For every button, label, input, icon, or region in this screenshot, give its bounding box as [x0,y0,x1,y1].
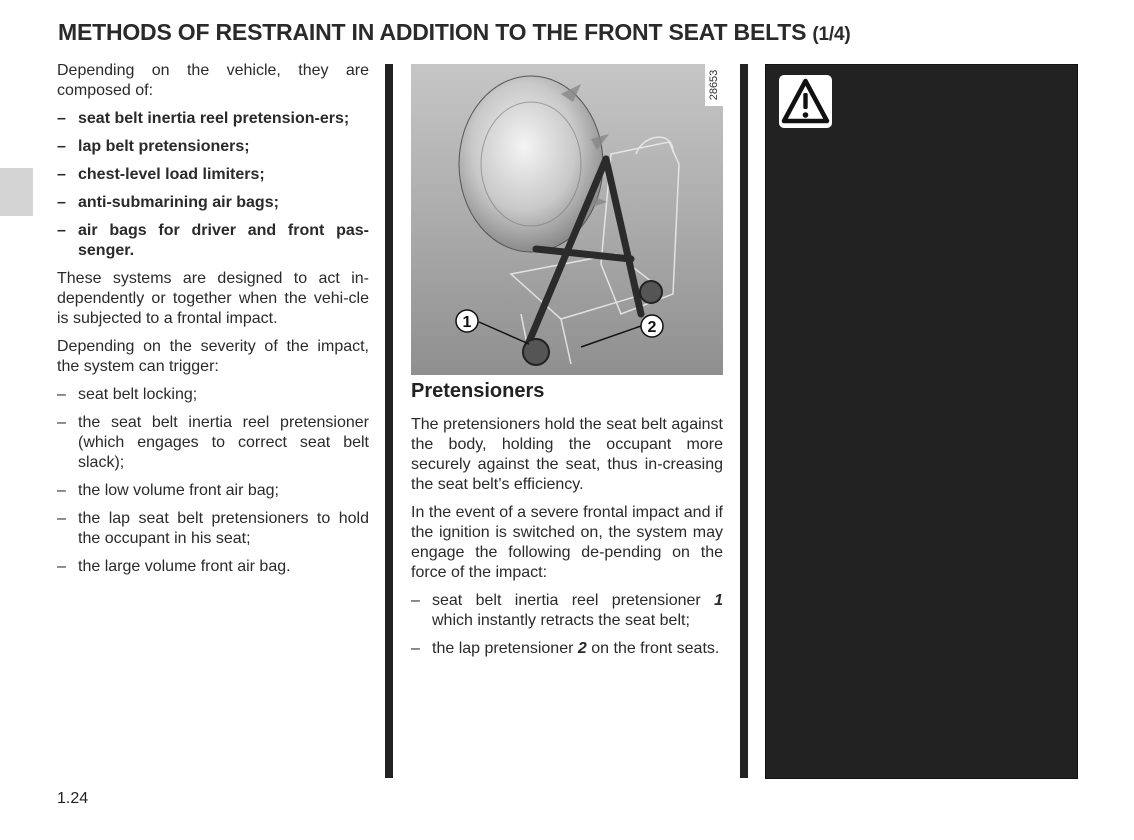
warning-panel [765,64,1078,779]
trigger-item: – the lap seat belt pretensioners to hold the occupant in his seat; [57,509,369,549]
pretensioner-item-2: – the lap pretensioner 2 on the front seats. [411,639,723,659]
lap-retractor [640,281,662,303]
column-divider-left [385,64,393,778]
components-list [57,109,369,261]
warning-triangle-icon [779,75,832,128]
trigger-item: – seat belt locking; [57,385,369,405]
component-item: – air bags for driver and front pas-senger. [57,221,369,261]
seat-airbag-pretensioner-illustration [411,64,723,375]
engagement-paragraph: In the event of a severe frontal impact and if the ignition is switched on, the system may engage the following de-pending on the force of the impact: [411,504,723,581]
triggers-list [57,385,369,577]
figure-reference [705,64,723,106]
page-number: 1.24 [57,790,89,807]
component-item: – chest-level load limiters; [57,165,369,185]
component-item: – seat belt inertia reel pretension-ers; [57,109,369,129]
section-heading: Pretensioners [411,380,545,402]
trigger-item: – the large volume front air bag. [57,557,369,577]
component-item: – lap belt pretensioners; [57,137,369,157]
systems-paragraph: These systems are designed to act in-dependently or together when the vehi-cle is subjected to a frontal impact. [57,270,369,327]
pretensioner-item-1: – seat belt inertia reel pretensioner 1 which instantly retracts the seat belt; [411,591,723,631]
title-part: (1/4) [812,24,851,45]
pretensioner-list [411,591,723,659]
intro-paragraph: Depending on the vehicle, they are composed of: [57,62,369,99]
callout-1-label: 1 [462,314,472,331]
left-column [57,61,369,585]
component-item: – anti-submarining air bags; [57,193,369,213]
figure-reference-number: 28653 [708,69,720,101]
page-title [58,19,851,46]
callout-ref-1: 1 [714,592,723,609]
callout-2-label: 2 [647,319,657,336]
severity-paragraph: Depending on the severity of the impact, the system can trigger: [57,338,369,375]
middle-column [411,376,723,667]
callout-ref-2: 2 [577,640,587,657]
column-divider-right [740,64,748,778]
trigger-item: – the seat belt inertia reel pretensioner (which engages to correct seat belt slack); [57,413,369,473]
illustration-drawing [411,64,723,375]
title-text: METHODS OF RESTRAINT IN ADDITION TO THE FRONT SEAT BELTS [58,19,807,45]
trigger-item: – the low volume front air bag; [57,481,369,501]
pretensioner-paragraph: The pretensioners hold the seat belt against the body, holding the occupant more securely against the seat, thus in-creasing the seat belt’s efficiency. [411,416,723,493]
chapter-tab-marker [0,168,33,216]
